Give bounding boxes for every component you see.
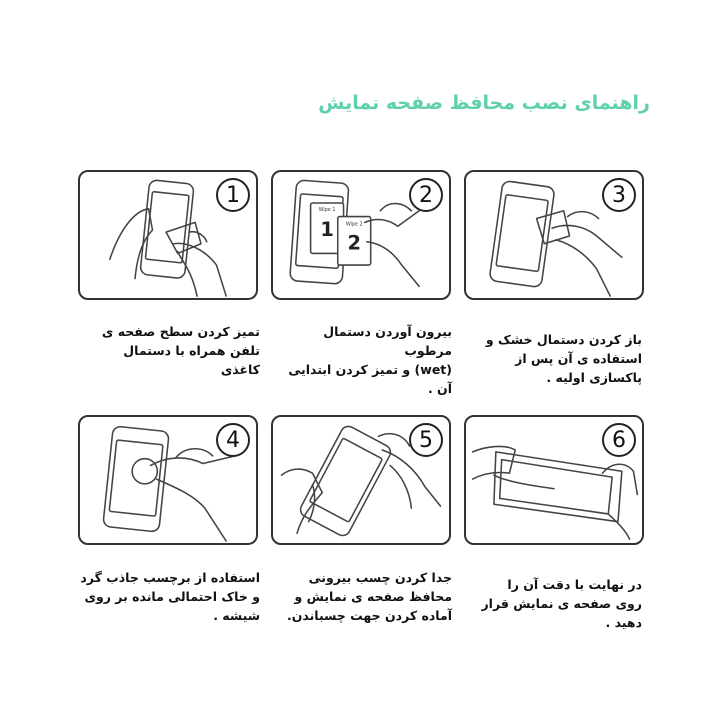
step-5-caption-line-1: جدا کردن چسب بیرونی (308, 570, 452, 585)
wipe-2-label: Wipe 2 (345, 222, 363, 228)
step-6-caption (462, 575, 642, 632)
step-number-6: 6 (602, 423, 636, 457)
step-5-illustration (271, 415, 451, 545)
step-4-caption-line-1: استفاده از برچسب جاذب گرد (80, 570, 260, 585)
step-3-caption-line-3: پاکسازی اولیه . (546, 370, 642, 385)
step-5-caption (272, 568, 452, 625)
step-3-caption-line-2: استفاده ی آن پس از (515, 351, 642, 366)
step-6-illustration (464, 415, 644, 545)
step-2-caption (272, 322, 452, 398)
step-3-illustration (464, 170, 644, 300)
step-4-caption (80, 568, 260, 625)
step-3-caption-line-1: باز کردن دستمال خشک و (485, 332, 642, 347)
step-4-caption-line-2: و خاک احتمالی مانده بر روی (84, 589, 260, 604)
wipe-1-label: Wipe 1 (318, 207, 336, 213)
step-2-caption-line-2: (wet) و تمیز کردن ابتدایی (288, 362, 452, 377)
step-2-illustration (271, 170, 451, 300)
step-6-caption-line-1: در نهایت با دقت آن را (507, 577, 642, 592)
step-5-caption-line-2: محافظ صفحه ی نمایش و (294, 589, 452, 604)
wipe-2-number: 2 (347, 231, 361, 255)
step-3-caption (462, 330, 642, 387)
wipe-1-number: 1 (320, 217, 334, 241)
step-5-caption-line-3: آماده کردن جهت چسباندن. (286, 608, 452, 623)
step-1-caption-line-2: تلفن همراه با دستمال کاغذی (123, 343, 260, 377)
step-4-caption-line-3: شیشه . (213, 608, 260, 623)
step-1-caption (80, 322, 260, 379)
step-number-3: 3 (602, 178, 636, 212)
page-title: راهنمای نصب محافظ صفحه نمایش (318, 92, 650, 114)
step-6-caption-line-2: روی صفحه ی نمایش قرار (481, 596, 642, 611)
step-number-5: 5 (409, 423, 443, 457)
step-number-1: 1 (216, 178, 250, 212)
step-6-caption-line-3: دهید . (605, 615, 642, 630)
step-number-2: 2 (409, 178, 443, 212)
step-2-caption-line-3: آن . (427, 381, 452, 396)
step-1-illustration (78, 170, 258, 300)
step-4-illustration (78, 415, 258, 545)
step-2-caption-line-1: بیرون آوردن دستمال مرطوب (323, 324, 452, 358)
step-1-caption-line-1: تمیز کردن سطح صفحه ی (101, 324, 260, 339)
step-number-4: 4 (216, 423, 250, 457)
